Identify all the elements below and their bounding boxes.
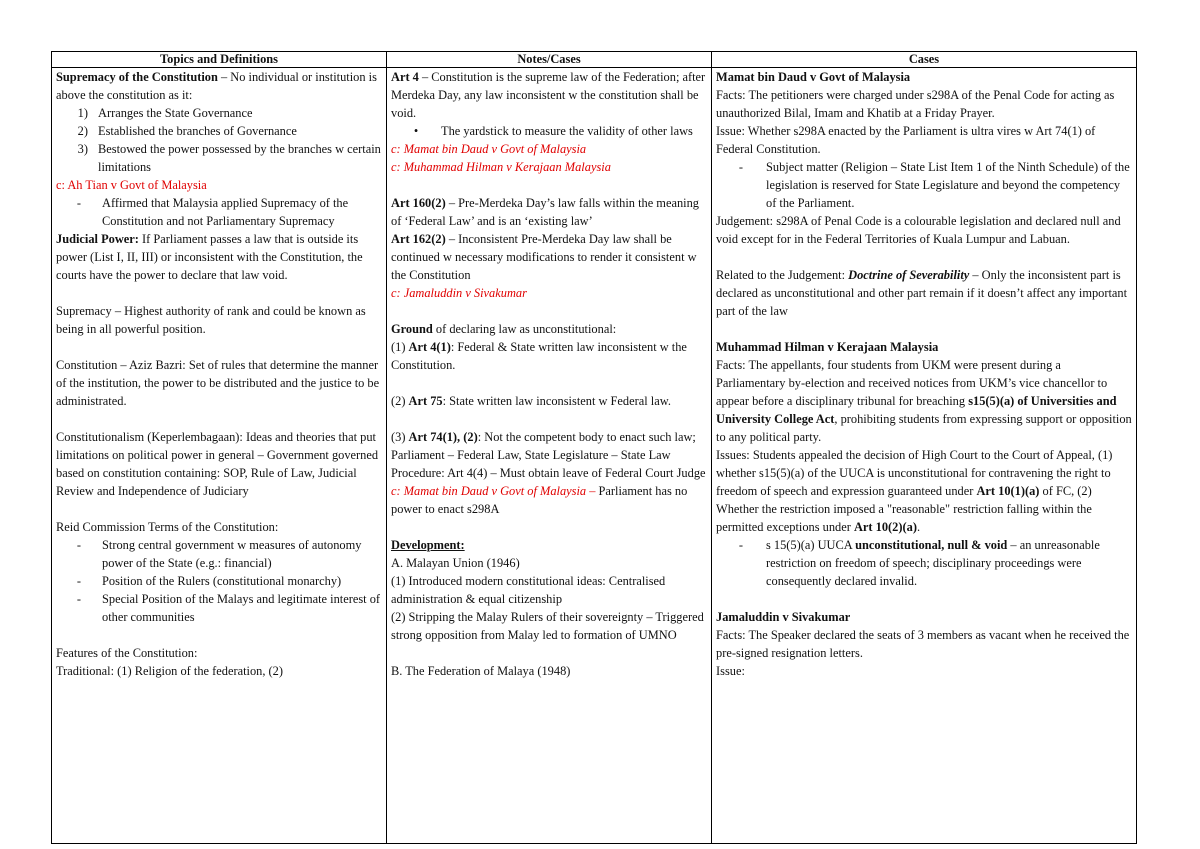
hilman-note-text: – an unreasonable restriction on freedom of speech; disciplinary proceedings were consequently declared invalid. bbox=[766, 538, 1100, 588]
case-mamat: c: Mamat bin Daud v Govt of Malaysia bbox=[391, 142, 587, 156]
constitution-definition: Constitution – Aziz Bazri: Set of rules that determine the manner of the institution, the power to be distributed and the justice to be administrated. bbox=[56, 358, 380, 408]
reid-commission-title: Reid Commission Terms of the Constitution: bbox=[56, 520, 279, 534]
ah-tian-note: Affirmed that Malaysia applied Supremacy of the Constitution and not Parliamentary Supremacy bbox=[102, 196, 349, 228]
dash-marker: - bbox=[76, 538, 82, 552]
art160-text: – Pre-Merdeka Day’s law falls within the meaning of ‘Federal Law’ and is an ‘existing law’ bbox=[391, 196, 699, 228]
features-title: Features of the Constitution: bbox=[56, 646, 198, 660]
cases-cell bbox=[712, 68, 1137, 844]
reid-item: Position of the Rulers (constitutional monarchy) bbox=[102, 574, 342, 588]
dash-marker: - bbox=[76, 574, 82, 588]
content-row bbox=[52, 68, 1137, 844]
hilman-holding: unconstitutional, null & void bbox=[855, 538, 1008, 552]
list-item bbox=[391, 122, 707, 140]
list-text: Established the branches of Governance bbox=[98, 124, 297, 138]
ground-2 bbox=[391, 392, 707, 410]
notes-cell bbox=[387, 68, 712, 844]
dash-marker: - bbox=[76, 196, 82, 210]
hilman-issues bbox=[716, 446, 1132, 536]
list-text: Bestowed the power possessed by the branches w certain limitations bbox=[98, 142, 381, 174]
list-number: 3) bbox=[77, 142, 88, 156]
hilman-article: Art 10(1)(a) bbox=[976, 484, 1040, 498]
list-item bbox=[56, 536, 382, 572]
procedure: Procedure: Art 4(4) – Must obtain leave of Federal Court Judge bbox=[391, 466, 706, 480]
list-item bbox=[56, 572, 382, 590]
severability-label: Doctrine of Severability bbox=[848, 268, 970, 282]
hilman-issues-text: of FC, (2) Whether the restriction imposed a "reasonable" restriction falling within the permitted exceptions under bbox=[716, 484, 1092, 534]
judicial-power-text: If Parliament passes a law that is outside its power (List I, II, III) or inconsistent with the Constitution, the courts have the power to declare that law void. bbox=[56, 232, 363, 282]
development-heading bbox=[391, 536, 707, 554]
list-item bbox=[56, 140, 382, 176]
ground-label: Ground bbox=[391, 322, 433, 336]
case-ah-tian: c: Ah Tian v Govt of Malaysia bbox=[56, 178, 207, 192]
list-item bbox=[56, 122, 382, 140]
hilman-facts-text: , prohibiting students from expressing support or opposition to any political party. bbox=[716, 412, 1132, 444]
development-title: Development: bbox=[391, 538, 465, 552]
severability-paragraph bbox=[716, 266, 1132, 320]
ground-number: (2) bbox=[391, 394, 409, 408]
dash-marker: - bbox=[76, 592, 82, 606]
judicial-power-paragraph bbox=[56, 230, 382, 284]
art4-label: Art 4 bbox=[391, 70, 419, 84]
supremacy-paragraph bbox=[56, 68, 382, 104]
case-title bbox=[716, 68, 1132, 86]
ground-text: of declaring law as unconstitutional: bbox=[432, 322, 617, 336]
bullet-icon: • bbox=[413, 124, 419, 138]
art162-paragraph bbox=[391, 230, 707, 284]
case-mamat-second: c: Mamat bin Daud v Govt of Malaysia – bbox=[391, 484, 596, 498]
features-text: Traditional: (1) Religion of the federation, (2) bbox=[56, 664, 283, 678]
ground-number: (3) bbox=[391, 430, 409, 444]
ground-paragraph bbox=[391, 320, 707, 338]
art4-paragraph bbox=[391, 68, 707, 122]
case-title bbox=[716, 608, 1132, 626]
jamaluddin-facts: Facts: The Speaker declared the seats of 3 members as vacant when he received the pre-signed resignation letters. bbox=[716, 628, 1130, 660]
dev-point-2: (2) Stripping the Malay Rulers of their sovereignty – Triggered strong opposition from Malay led to formation of UMNO bbox=[391, 610, 704, 642]
jamaluddin-issue: Issue: bbox=[716, 664, 745, 678]
ground-text: : Not the competent body to enact such law; Parliament – Federal Law, State Legislature – State Law bbox=[391, 430, 696, 462]
art160-paragraph bbox=[391, 194, 707, 230]
list-item bbox=[56, 194, 382, 230]
dev-point-1: (1) Introduced modern constitutional ideas: Centralised administration & equal citizenship bbox=[391, 574, 666, 606]
art162-text: – Inconsistent Pre-Merdeka Day law shall be continued w necessary modifications to render it consistent w the Constitution bbox=[391, 232, 697, 282]
case-hilman: c: Muhammad Hilman v Kerajaan Malaysia bbox=[391, 160, 611, 174]
mamat-title: Mamat bin Daud v Govt of Malaysia bbox=[716, 70, 911, 84]
dash-marker: - bbox=[738, 538, 744, 552]
list-item bbox=[56, 104, 382, 122]
header-notes: Notes/Cases bbox=[387, 52, 712, 68]
dash-marker: - bbox=[738, 160, 744, 174]
case-title bbox=[716, 338, 1132, 356]
art4-note: The yardstick to measure the validity of other laws bbox=[441, 124, 693, 138]
art162-label: Art 162(2) bbox=[391, 232, 446, 246]
hilman-issues-text: Issues: Students appealed the decision of High Court to the Court of Appeal, (1) whether s15(5)(a) of the UUCA is unconstitutional for contravening the right to freedom of speech and expression guaranteed under bbox=[716, 448, 1113, 498]
art4-text: – Constitution is the supreme law of the Federation; after Merdeka Day, any law inconsistent w the constitution shall be void. bbox=[391, 70, 706, 120]
reid-item: Strong central government w measures of autonomy power of the State (e.g.: financial) bbox=[102, 538, 362, 570]
hilman-note bbox=[766, 536, 1132, 590]
hilman-article: Art 10(2)(a) bbox=[853, 520, 917, 534]
hilman-facts bbox=[716, 356, 1132, 446]
topics-cell bbox=[52, 68, 387, 844]
header-row bbox=[52, 52, 1137, 68]
mamat-judgement: Judgement: s298A of Penal Code is a colourable legislation and declared null and void except for in the Federal Territories of Kuala Lumpur and Labuan. bbox=[716, 214, 1121, 246]
hilman-act: s15(5)(a) of Universities and University College Act bbox=[716, 394, 1117, 426]
mamat-facts: Facts: The petitioners were charged under s298A of the Penal Code for acting as unauthorized Bilal, Imam and Khatib at a Friday Prayer. bbox=[716, 88, 1115, 120]
case-jamaluddin: c: Jamaluddin v Sivakumar bbox=[391, 286, 527, 300]
related-text: Related to the Judgement: bbox=[716, 268, 849, 282]
constitutionalism-definition: Constitutionalism (Keperlembagaan): Ideas and theories that put limitations on political power in general – Government governed based on constitution containing: SOP, Rule of Law, Judicial Review and Independence of Judiciary bbox=[56, 430, 379, 498]
list-item bbox=[56, 590, 382, 626]
header-cases: Cases bbox=[712, 52, 1137, 68]
hilman-facts-text: Facts: The appellants, four students from UKM were present during a Parliamentary by-election and received notices from UKM’s vice chancellor to appear before a disciplinary tribunal for breaching bbox=[716, 358, 1108, 408]
case-mamat-note bbox=[391, 482, 707, 518]
mamat-note: Subject matter (Religion – State List Item 1 of the Ninth Schedule) of the legislation is reserved for State Legislature and beyond the competency of the Parliament. bbox=[766, 160, 1130, 210]
dev-federation: B. The Federation of Malaya (1948) bbox=[391, 664, 571, 678]
ground-number: (1) bbox=[391, 340, 409, 354]
list-item bbox=[716, 158, 1132, 212]
judicial-power-label: Judicial Power: bbox=[56, 232, 139, 246]
reid-item: Special Position of the Malays and legitimate interest of other communities bbox=[102, 592, 381, 624]
mamat-note-text: Parliament has no power to enact s298A bbox=[391, 484, 688, 516]
mamat-issue: Issue: Whether s298A enacted by the Parliament is ultra vires w Art 74(1) of Federal Constitution. bbox=[716, 124, 1096, 156]
header-topics: Topics and Definitions bbox=[52, 52, 387, 68]
jamaluddin-title: Jamaluddin v Sivakumar bbox=[716, 610, 851, 624]
list-number: 1) bbox=[77, 106, 88, 120]
ground-3 bbox=[391, 428, 707, 464]
ground-article: Art 75 bbox=[408, 394, 443, 408]
hilman-note-text: s 15(5)(a) UUCA bbox=[766, 538, 856, 552]
hilman-title: Muhammad Hilman v Kerajaan Malaysia bbox=[716, 340, 939, 354]
list-item bbox=[716, 536, 1132, 590]
ground-text: : State written law inconsistent w Federal law. bbox=[442, 394, 671, 408]
ground-text: : Federal & State written law inconsistent w the Constitution. bbox=[391, 340, 687, 372]
ground-article: Art 74(1), (2) bbox=[408, 430, 478, 444]
ground-article: Art 4(1) bbox=[408, 340, 451, 354]
hilman-issues-text: . bbox=[916, 520, 921, 534]
art160-label: Art 160(2) bbox=[391, 196, 446, 210]
notes-table bbox=[51, 51, 1137, 844]
supremacy-definition: Supremacy – Highest authority of rank and could be known as being in all powerful position. bbox=[56, 304, 366, 336]
severability-text: – Only the inconsistent part is declared as unconstitutional and other part remain if it doesn’t affect any important part of the law bbox=[716, 268, 1128, 318]
supremacy-title: Supremacy of the Constitution bbox=[56, 70, 218, 84]
list-text: Arranges the State Governance bbox=[98, 106, 253, 120]
ground-1 bbox=[391, 338, 707, 374]
supremacy-text: – No individual or institution is above the constitution as it: bbox=[56, 70, 377, 102]
dev-malayan-union: A. Malayan Union (1946) bbox=[391, 556, 520, 570]
list-number: 2) bbox=[77, 124, 88, 138]
